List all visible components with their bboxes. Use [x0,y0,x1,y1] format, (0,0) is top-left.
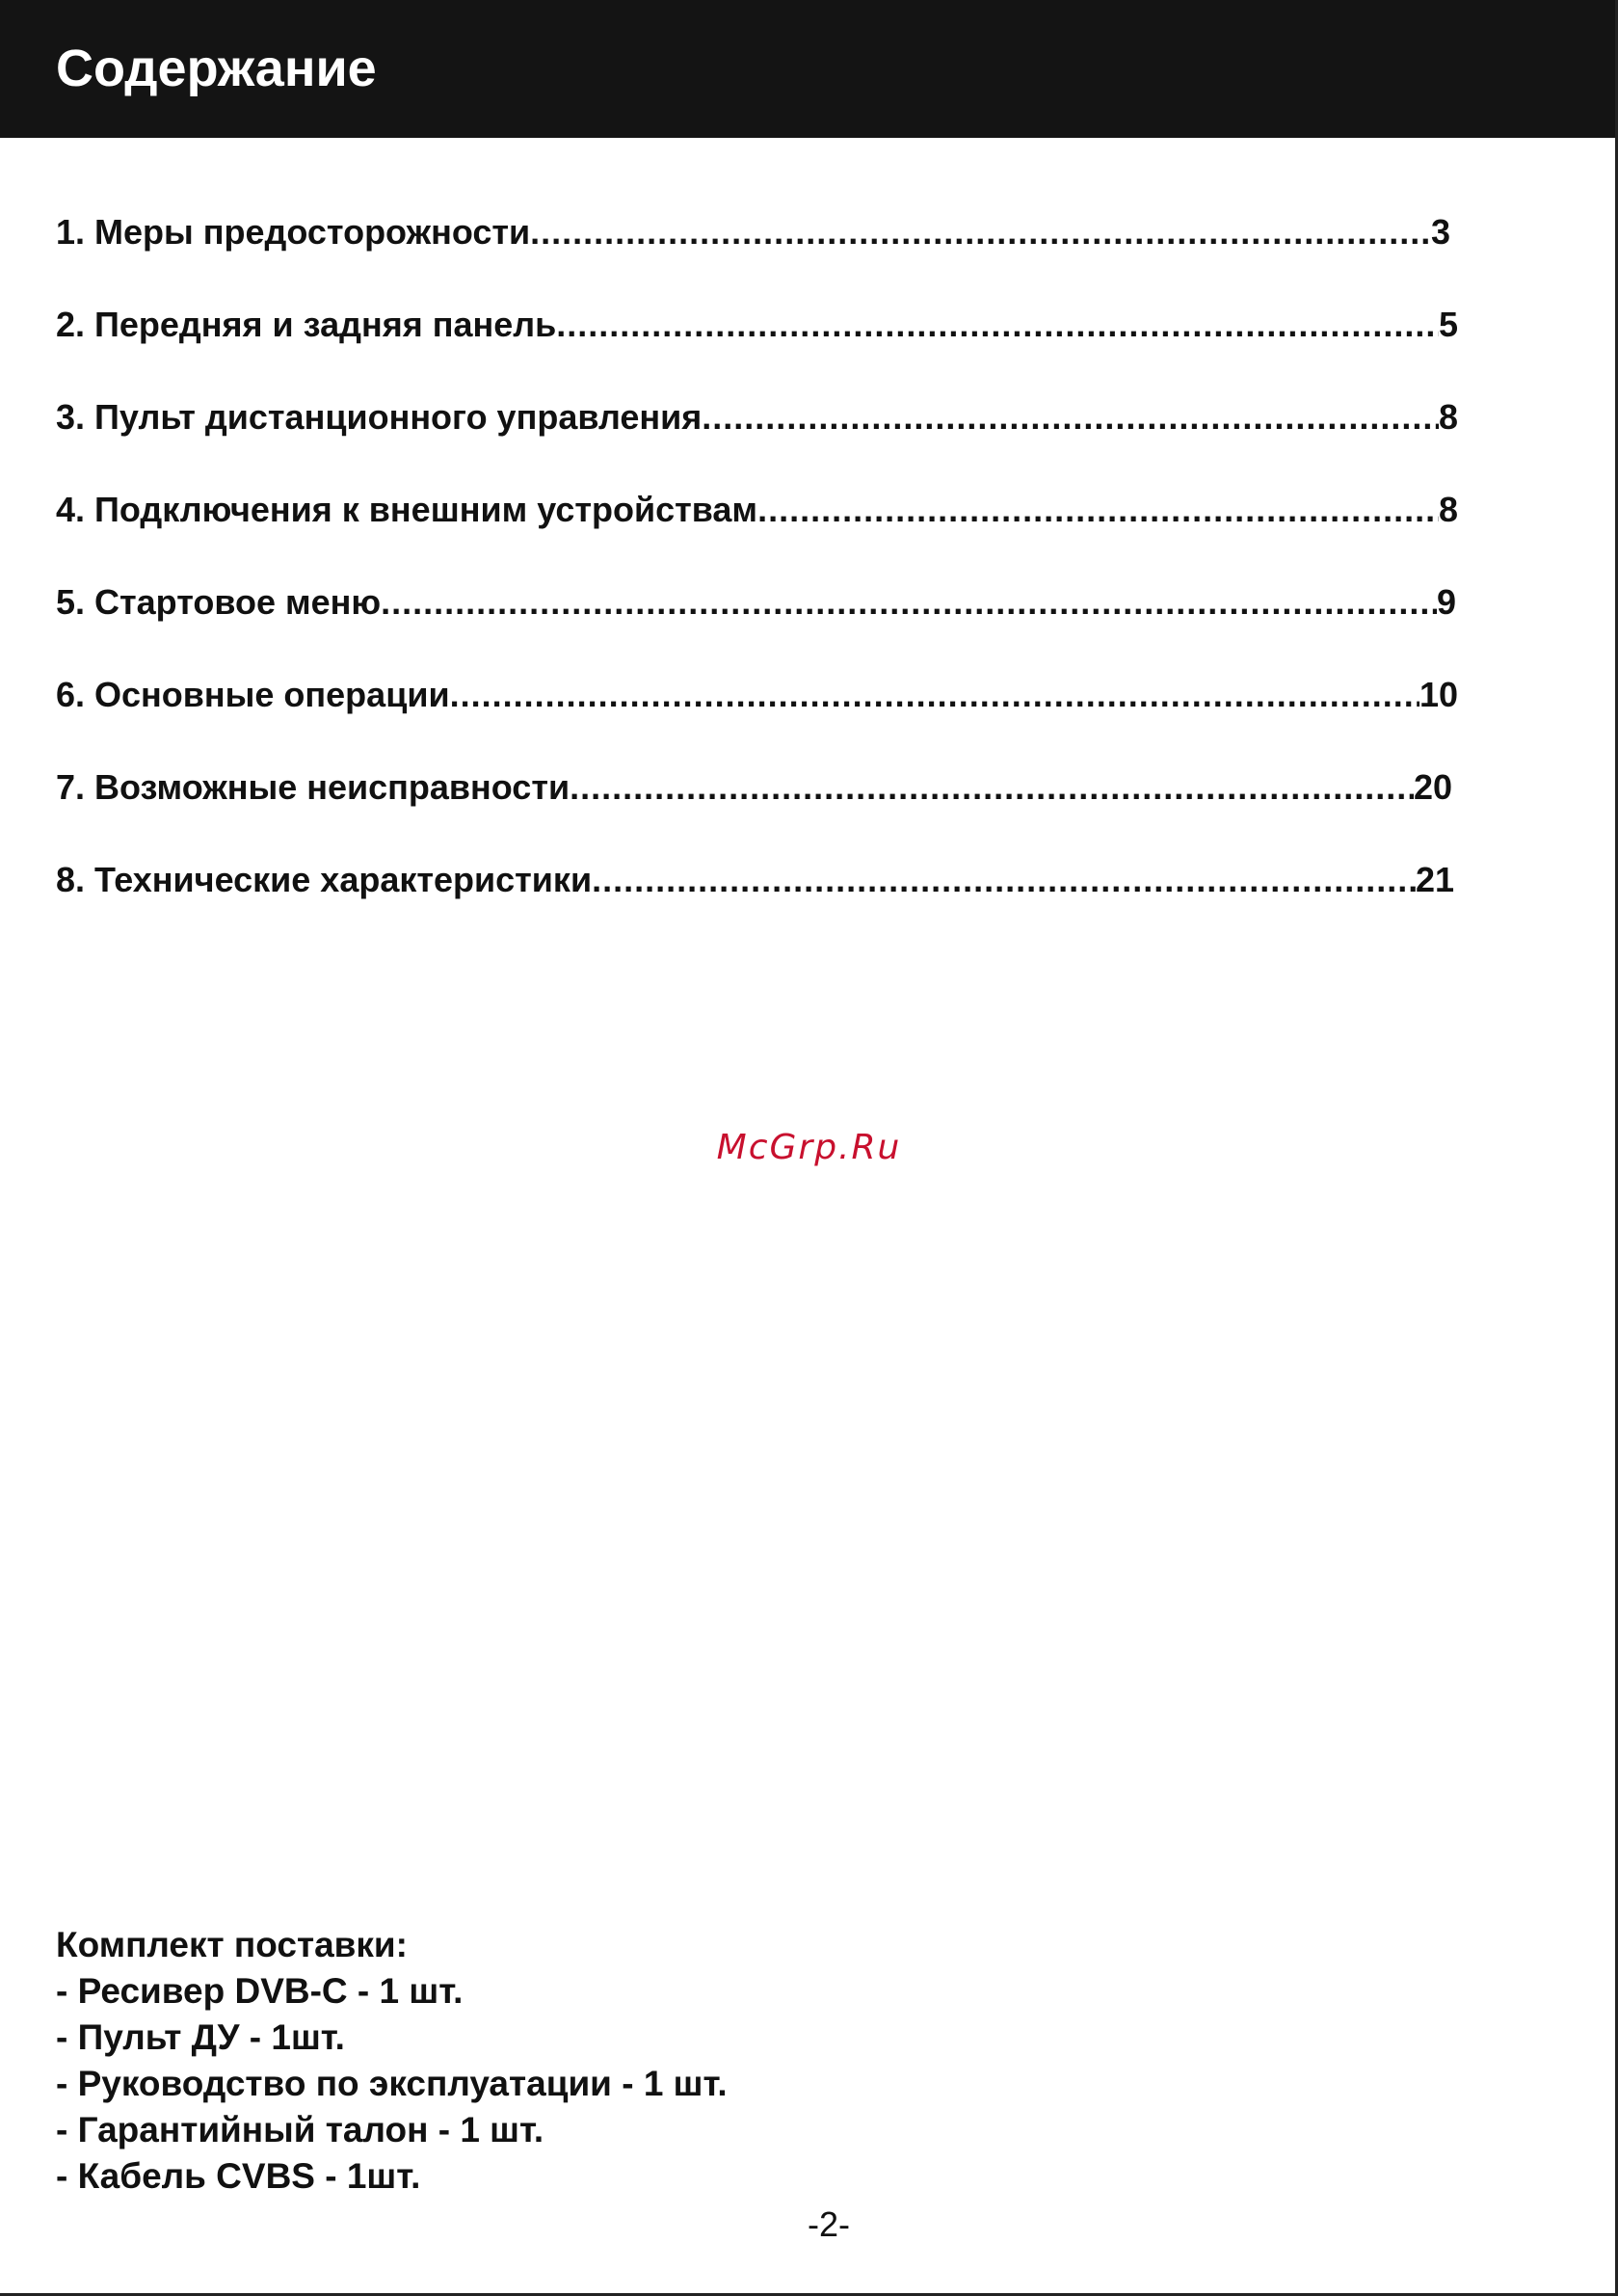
toc-leader-dots [570,763,1414,812]
toc-entry-page: 5 [1438,305,1458,344]
toc-entry-1[interactable] [56,208,1450,301]
toc-entry-title: 5. Стартовое меню [56,582,382,622]
table-of-contents [56,208,1472,948]
page-number: -2- [808,2204,850,2244]
toc-entry-title: 6. Основные операции [56,675,450,714]
delivery-kit-section [56,1922,728,2200]
toc-entry-3[interactable] [56,393,1458,486]
toc-entry-page: 3 [1430,212,1450,252]
toc-entry-8[interactable] [56,856,1454,948]
toc-leader-dots [556,301,1439,349]
toc-entry-title: 4. Подключения к внешним устройствам [56,490,758,529]
toc-leader-dots [530,208,1431,256]
toc-entry-2[interactable] [56,301,1458,393]
toc-entry-page: 21 [1415,860,1454,899]
toc-entry-page: 20 [1413,767,1452,807]
toc-leader-dots [757,486,1439,534]
toc-entry-page: 10 [1419,675,1458,714]
delivery-kit-item: - Гарантийный талон - 1 шт. [56,2110,544,2149]
toc-entry-6[interactable] [56,671,1458,763]
toc-entry-page: 9 [1436,582,1456,622]
toc-entry-4[interactable] [56,486,1458,578]
toc-entry-title: 7. Возможные неисправности [56,767,570,807]
toc-leader-dots [702,393,1439,441]
toc-entry-title: 3. Пульт дистанционного управления [56,397,703,437]
toc-entry-title: 8. Технические характеристики [56,860,593,899]
toc-entry-title: 1. Меры предосторожности [56,212,531,252]
header-bar [0,0,1615,138]
toc-leader-dots [592,856,1416,904]
watermark: McGrp.Ru [716,1128,902,1167]
delivery-kit-heading: Комплект поставки: [56,1925,408,1964]
toc-leader-dots [381,578,1437,627]
toc-leader-dots [450,671,1419,719]
delivery-kit-item: - Руководство по эксплуатации - 1 шт. [56,2064,728,2103]
toc-entry-page: 8 [1438,397,1458,437]
delivery-kit-item: - Ресивер DVB-C - 1 шт. [56,1971,464,2011]
toc-entry-page: 8 [1438,490,1458,529]
page-title: Содержание [56,40,377,97]
delivery-kit-item: - Кабель CVBS - 1шт. [56,2156,421,2196]
toc-entry-title: 2. Передняя и задняя панель [56,305,557,344]
toc-entry-5[interactable] [56,578,1456,671]
delivery-kit-item: - Пульт ДУ - 1шт. [56,2017,345,2057]
toc-entry-7[interactable] [56,763,1452,856]
